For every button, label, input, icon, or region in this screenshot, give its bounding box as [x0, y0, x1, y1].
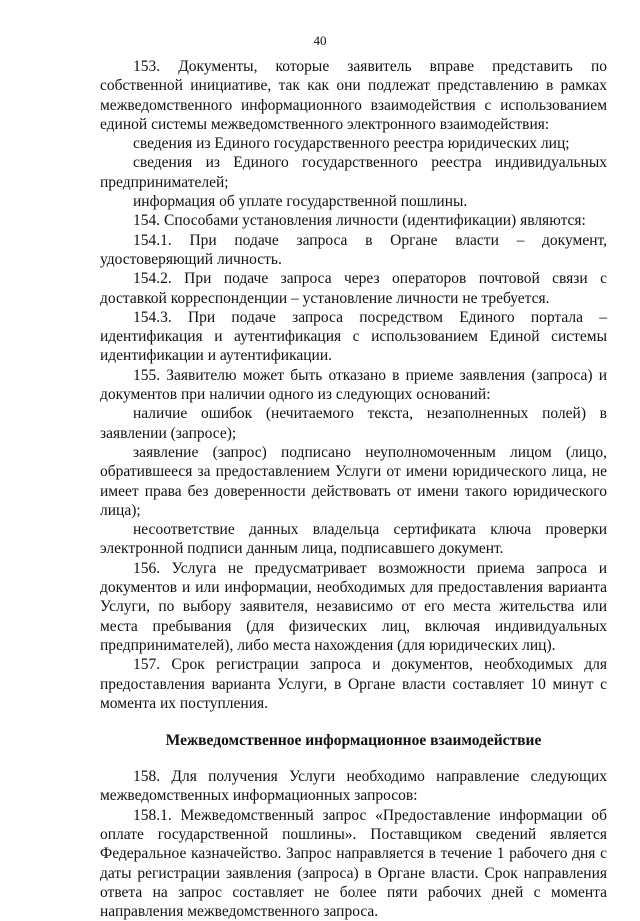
page-number: 40	[313, 33, 327, 48]
paragraph: 158. Для получения Услуги необходимо направление следующих межведомственных информационных запросов:	[100, 768, 607, 805]
paragraph: несоответствие данных владельца сертификата ключа проверки электронной подписи данным лица, подписавшего документ.	[100, 521, 607, 558]
paragraphs-before-heading	[100, 57, 607, 713]
paragraph: 154.1. При подаче запроса в Органе власти – документ, удостоверяющий личность.	[100, 231, 607, 268]
paragraph: наличие ошибок (нечитаемого текста, незаполненных полей) в заявлении (запросе);	[100, 405, 607, 442]
paragraphs-after-heading	[100, 767, 607, 921]
paragraph: сведения из Единого государственного реестра юридических лиц;	[133, 135, 570, 153]
paragraph: 155. Заявителю может быть отказано в приеме заявления (запроса) и документов при наличии одного из следующих оснований:	[100, 366, 607, 404]
paragraph: информация об уплате государственной пошлины.	[133, 193, 468, 211]
paragraph: 154. Способами установления личности (идентификации) являются:	[133, 212, 586, 230]
document-body	[100, 57, 607, 921]
paragraph: 156. Услуга не предусматривает возможности приема запроса и документов и или информации, необходимых для предоставления варианта Услуги, по выбору заявителя, независимо от его места жительства или места пребывания (для физических лиц, включая индивидуальных предпринимателей), либо места нахождения (для юридических лиц).	[100, 559, 607, 654]
paragraph: 154.3. При подаче запроса посредством Единого портала – идентификация и аутентификация с использованием Единой системы идентификации и аутентификации.	[100, 308, 607, 365]
section-heading: Межведомственное информационное взаимодействие	[165, 732, 542, 750]
paragraph: 157. Срок регистрации запроса и документов, необходимых для предоставления варианта Услуги, в Органе власти составляет 10 минут с момента их поступления.	[100, 656, 607, 712]
paragraph: 153. Документы, которые заявитель вправе представить по собственной инициативе, так как они подлежат представлению в рамках межведомственного информационного взаимодействия с использованием единой системы межведомственного электронного взаимодействия:	[100, 58, 607, 133]
paragraph: сведения из Единого государственного реестра индивидуальных предпринимателей;	[100, 154, 607, 191]
paragraph: заявление (запрос) подписано неуполномоченным лицом (лицо, обратившееся за предоставлением Услуги от имени юридического лица, не имеет права без доверенности действовать от имени такого юридического лица);	[100, 443, 607, 519]
paragraph: 154.2. При подаче запроса через операторов почтовой связи с доставкой корреспонденции – установление личности не требуется.	[100, 270, 607, 307]
paragraph: 158.1. Межведомственный запрос «Предоставление информации об оплате государственной пошлины». Поставщиком сведений является Федеральное казначейство. Запрос направляется в течение 1 рабочего дня с даты регистрации заявления (запроса) в Органе власти. Срок направления ответа на запрос составляет не более пяти рабочих дней с момента направления межведомственного запроса.	[100, 806, 607, 921]
